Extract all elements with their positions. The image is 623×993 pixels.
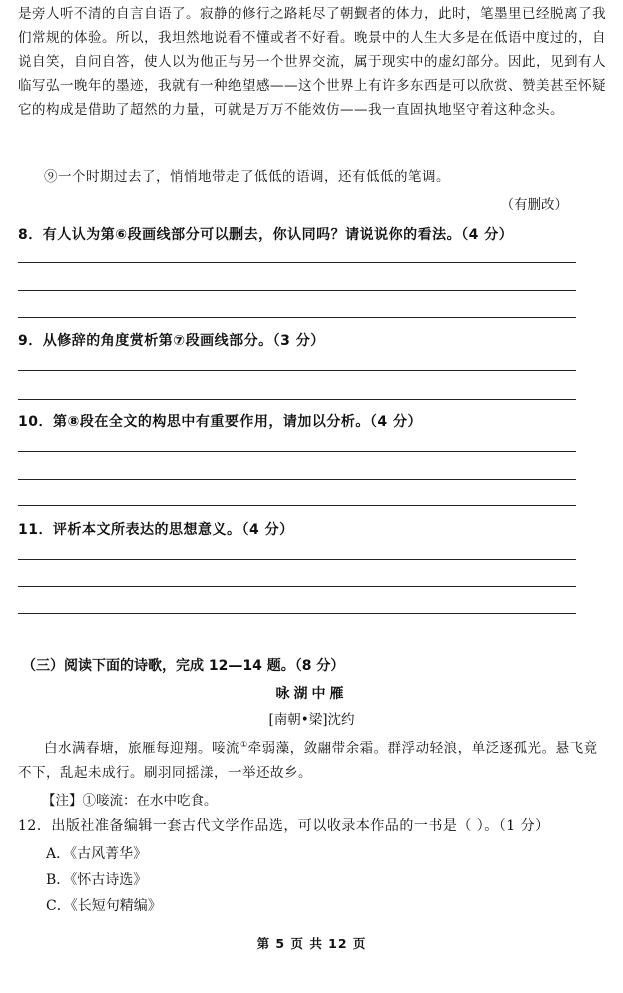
poem-author: [南朝•梁]沈约	[268, 712, 355, 728]
answer-line[interactable]	[18, 505, 576, 506]
answer-line[interactable]	[18, 479, 576, 480]
source-note: （有删改）	[500, 197, 568, 213]
footnote-marker: ①	[240, 740, 248, 749]
answer-line[interactable]	[18, 399, 576, 400]
poem-text	[18, 733, 608, 785]
answer-line[interactable]	[18, 317, 576, 318]
question-8: 8．有人认为第⑥段画线部分可以删去，你认同吗？请说说你的看法。（4 分）	[18, 227, 514, 243]
question-9: 9．从修辞的角度赏析第⑦段画线部分。（3 分）	[18, 333, 325, 349]
poem-title: 咏湖中雁	[275, 686, 348, 702]
poem-text-part-2: 牵弱藻，敛翮带余霜。群浮动轻浪，单泛逐孤光。悬飞竟不下，乱起未成行。刷羽同摇漾，一举还故乡。	[18, 740, 598, 781]
option-c[interactable]: C．《长短句精编》	[46, 898, 162, 914]
answer-line[interactable]	[18, 451, 576, 452]
question-12: 12．出版社准备编辑一套古代文学作品选，可以收录本作品的一书是（ ）。（1 分）	[18, 818, 550, 834]
passage-paragraph-9: ⑨一个时期过去了，悄悄地带走了低低的语调，还有低低的笔调。	[44, 169, 450, 185]
question-10: 10．第⑧段在全文的构思中有重要作用，请加以分析。（4 分）	[18, 414, 422, 430]
question-11: 11．评析本文所表达的思想意义。（4 分）	[18, 522, 294, 538]
answer-line[interactable]	[18, 559, 576, 560]
page-footer: 第 5 页 共 12 页	[256, 936, 367, 951]
passage-paragraph-8: 是旁人听不清的自言自语了。寂静的修行之路耗尽了朝觐者的体力，此时，笔墨里已经脱离了我们常规的体验。所以，我坦然地说看不懂或者不好看。晚景中的人生大多是在低语中度过的，自说自笑，自问自答，使人以为他正与另一个世界交流，属于现实中的虚幻部分。因此，见到有人临写弘一晚年的墨迹，我就有一种绝望感——这个世界上有许多东西是可以欣赏、赞美甚至怀疑它的构成是借助了超然的力量，可就是万万不能效仿——我一直固执地坚守着这种念头。	[18, 6, 606, 118]
option-b[interactable]: B．《怀古诗选》	[46, 872, 148, 888]
option-a[interactable]: A．《古风菁华》	[46, 846, 148, 862]
poem-text-part-1: 白水满春塘，旅雁每迎翔。唼流	[44, 740, 240, 757]
answer-line[interactable]	[18, 613, 576, 614]
poem-footnote: 【注】①唼流：在水中吃食。	[42, 793, 218, 809]
answer-line[interactable]	[18, 290, 576, 291]
answer-line[interactable]	[18, 262, 576, 263]
answer-line[interactable]	[18, 586, 576, 587]
section-3-title: （三）阅读下面的诗歌，完成 12—14 题。（8 分）	[22, 658, 345, 674]
answer-line[interactable]	[18, 370, 576, 371]
